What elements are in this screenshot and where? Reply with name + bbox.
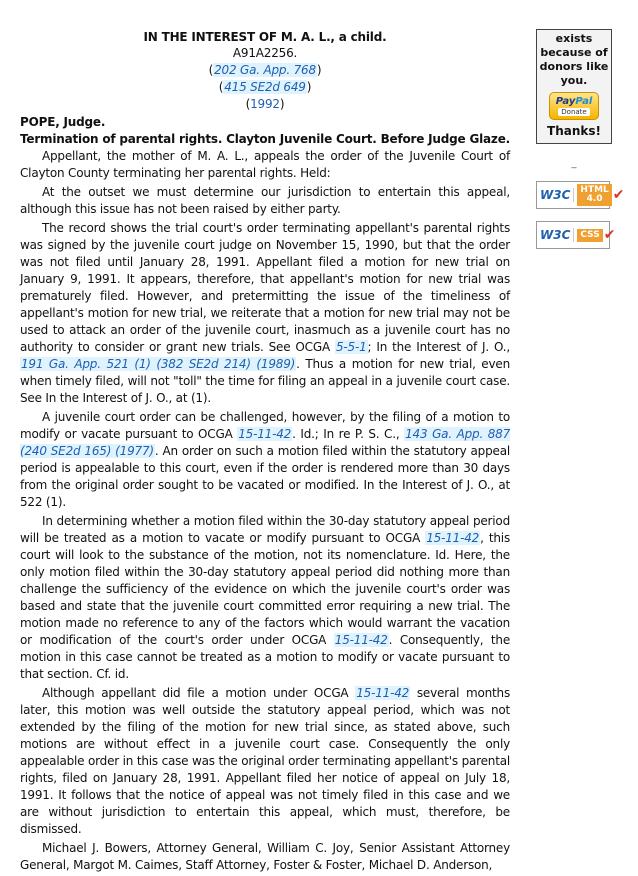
check-icon: ✔ — [612, 187, 625, 203]
paragraph-3 — [20, 220, 510, 407]
check-icon: ✔ — [603, 227, 616, 243]
citation-link-se2d[interactable]: 415 SE2d 649 — [224, 80, 306, 94]
paragraph-7: Michael J. Bowers, Attorney General, William C. Joy, Senior Assistant Attorney General, Margot M. Caimes, Staff Attorney, Foster & Foster, Michael D. Anderson, — [20, 841, 510, 872]
badge-type: CSS — [577, 229, 602, 242]
year: 1992 — [250, 97, 280, 111]
w3c-logo: W3C — [537, 188, 574, 202]
citation-link-ga-app[interactable]: 202 Ga. App. 768 — [214, 63, 316, 77]
w3c-logo: W3C — [537, 228, 574, 242]
paypal-logo-part: Pay — [555, 95, 576, 107]
paren: ) — [306, 80, 312, 94]
w3c-html-icon[interactable] — [536, 181, 625, 209]
citation-line-1 — [20, 62, 510, 79]
text: several months later, this motion was well outside the statutory appeal period, which was not extended by the filing of the motion for new trial since, as stated above, such motions are without effect in a juvenile court case. Consequently the only appealable order in this case was the original order terminating appellant's parental rights, filed on January 28, 1991. Appellant filed her notice of appeal on July 18, 1991. It follows that the notice of appeal was not timely filed in this case and we are without jurisdiction to entertain this appeal, which must, therefore, be dismissed. — [20, 686, 510, 836]
text: . An order on such a motion filed within the statutory appeal period is appealable to this court, even if the order is rendered more than 30 days from the original order sought to be vacated or modified. In the Interest of J. O., at 522 (1). — [20, 444, 510, 509]
docket-number: A91A2256. — [232, 46, 298, 60]
text: Although appellant did file a motion under OCGA — [42, 686, 356, 700]
paren: ) — [279, 97, 285, 111]
text: In determining whether a motion filed within the 30-day statutory appeal period will be treated as a motion to vacate or modify pursuant to OCGA — [20, 514, 510, 545]
thanks-text: Thanks! — [547, 124, 601, 138]
paragraph-4 — [20, 409, 510, 511]
statute-link-15-11-42[interactable]: 15-11-42 — [334, 633, 388, 647]
sidebar — [536, 29, 625, 249]
judge-name: POPE, Judge. — [20, 115, 106, 129]
paypal-logo-part: Pal — [575, 95, 593, 107]
donate-label: Donate — [558, 108, 589, 116]
statute-link-5-5-1[interactable]: 5-5-1 — [335, 340, 367, 354]
statute-link-15-11-42[interactable]: 15-11-42 — [426, 531, 480, 545]
text: . Thus a motion for new trial, even when timely filed, will not "toll" the time for filing an appeal in a juvenile court case. See In the Interest of J. O., at (1). — [20, 357, 510, 405]
text: , this court will look to the substance of the motion, not its nomenclature. Id. Here, the only motion filed within the 30-day statutory appeal period did nothing more than challenge the sufficiency of the evidence on which the juvenile court's order was based and state that the juvenile court committed error requiring a new trial. The motion made no reference to any of the factors which would warrant the vacation or modification of the court's order under OCGA — [20, 531, 510, 647]
text: . Consequently, the motion in this case cannot be treated as a motion to modify or vacate pursuant to that section. Cf. id. — [20, 633, 511, 681]
paren: ( — [218, 80, 224, 94]
paren: ) — [316, 63, 322, 77]
paren: ( — [208, 63, 214, 77]
citation-line-2 — [20, 79, 510, 96]
donate-box — [536, 29, 612, 144]
paypal-logo — [556, 97, 593, 107]
paragraph-5 — [20, 513, 510, 683]
case-link-143-ga-app-887[interactable]: 143 Ga. App. 887 (240 SE2d 165) (1977) — [20, 427, 511, 458]
text: The record shows the trial court's order terminating appellant's parental rights was signed by the juvenile court judge on November 15, 1990, but that the order was not filed until January 28, 1991. Appellant filed a motion for new trial on January 9, 1991. It appears, therefore, that appellant's motion for new trial was prematurely filed. However, and pretermitting the issue of the timeliness of appellant's motion for new trial, we reiterate that a motion for new trial may not be used to attack an order of the juvenile court, inasmuch as a juvenile court has no authority to consider or grant new trials. See OCGA — [20, 221, 510, 354]
paragraph-1: Appellant, the mother of M. A. L., appeals the order of the Juvenile Court of Clayton County terminating her parental rights. Held: — [20, 149, 510, 180]
decision-year — [20, 96, 510, 113]
paren: ( — [245, 97, 251, 111]
opinion-document — [20, 0, 510, 876]
case-link-191-ga-app-521[interactable]: 191 Ga. App. 521 (1) (382 SE2d 214) (1989) — [21, 357, 296, 371]
text: A juvenile court order can be challenged, however, by the filing of a motion to modify or vacate pursuant to OCGA — [20, 410, 510, 441]
text: ; In the Interest of J. O., — [367, 340, 510, 354]
paragraph-6 — [20, 685, 510, 838]
case-title: IN THE INTEREST OF M. A. L., a child. — [143, 30, 387, 44]
separator: _ — [571, 158, 577, 169]
statute-link-15-11-42[interactable]: 15-11-42 — [238, 427, 292, 441]
case-summary-heading: Termination of parental rights. Clayton Juvenile Court. Before Judge Glaze. — [20, 132, 510, 146]
text: . Id.; In re P. S. C., — [292, 427, 405, 441]
w3c-css-icon[interactable] — [536, 221, 616, 249]
paypal-donate-icon[interactable] — [549, 92, 599, 120]
badge-type: HTML 4.0 — [577, 184, 611, 206]
paragraph-2: At the outset we must determine our jurisdiction to entertain this appeal, although this issue has not been raised by either party. — [20, 185, 510, 216]
donate-text: exists because of donors like you. — [539, 32, 609, 87]
statute-link-15-11-42[interactable]: 15-11-42 — [356, 686, 410, 700]
